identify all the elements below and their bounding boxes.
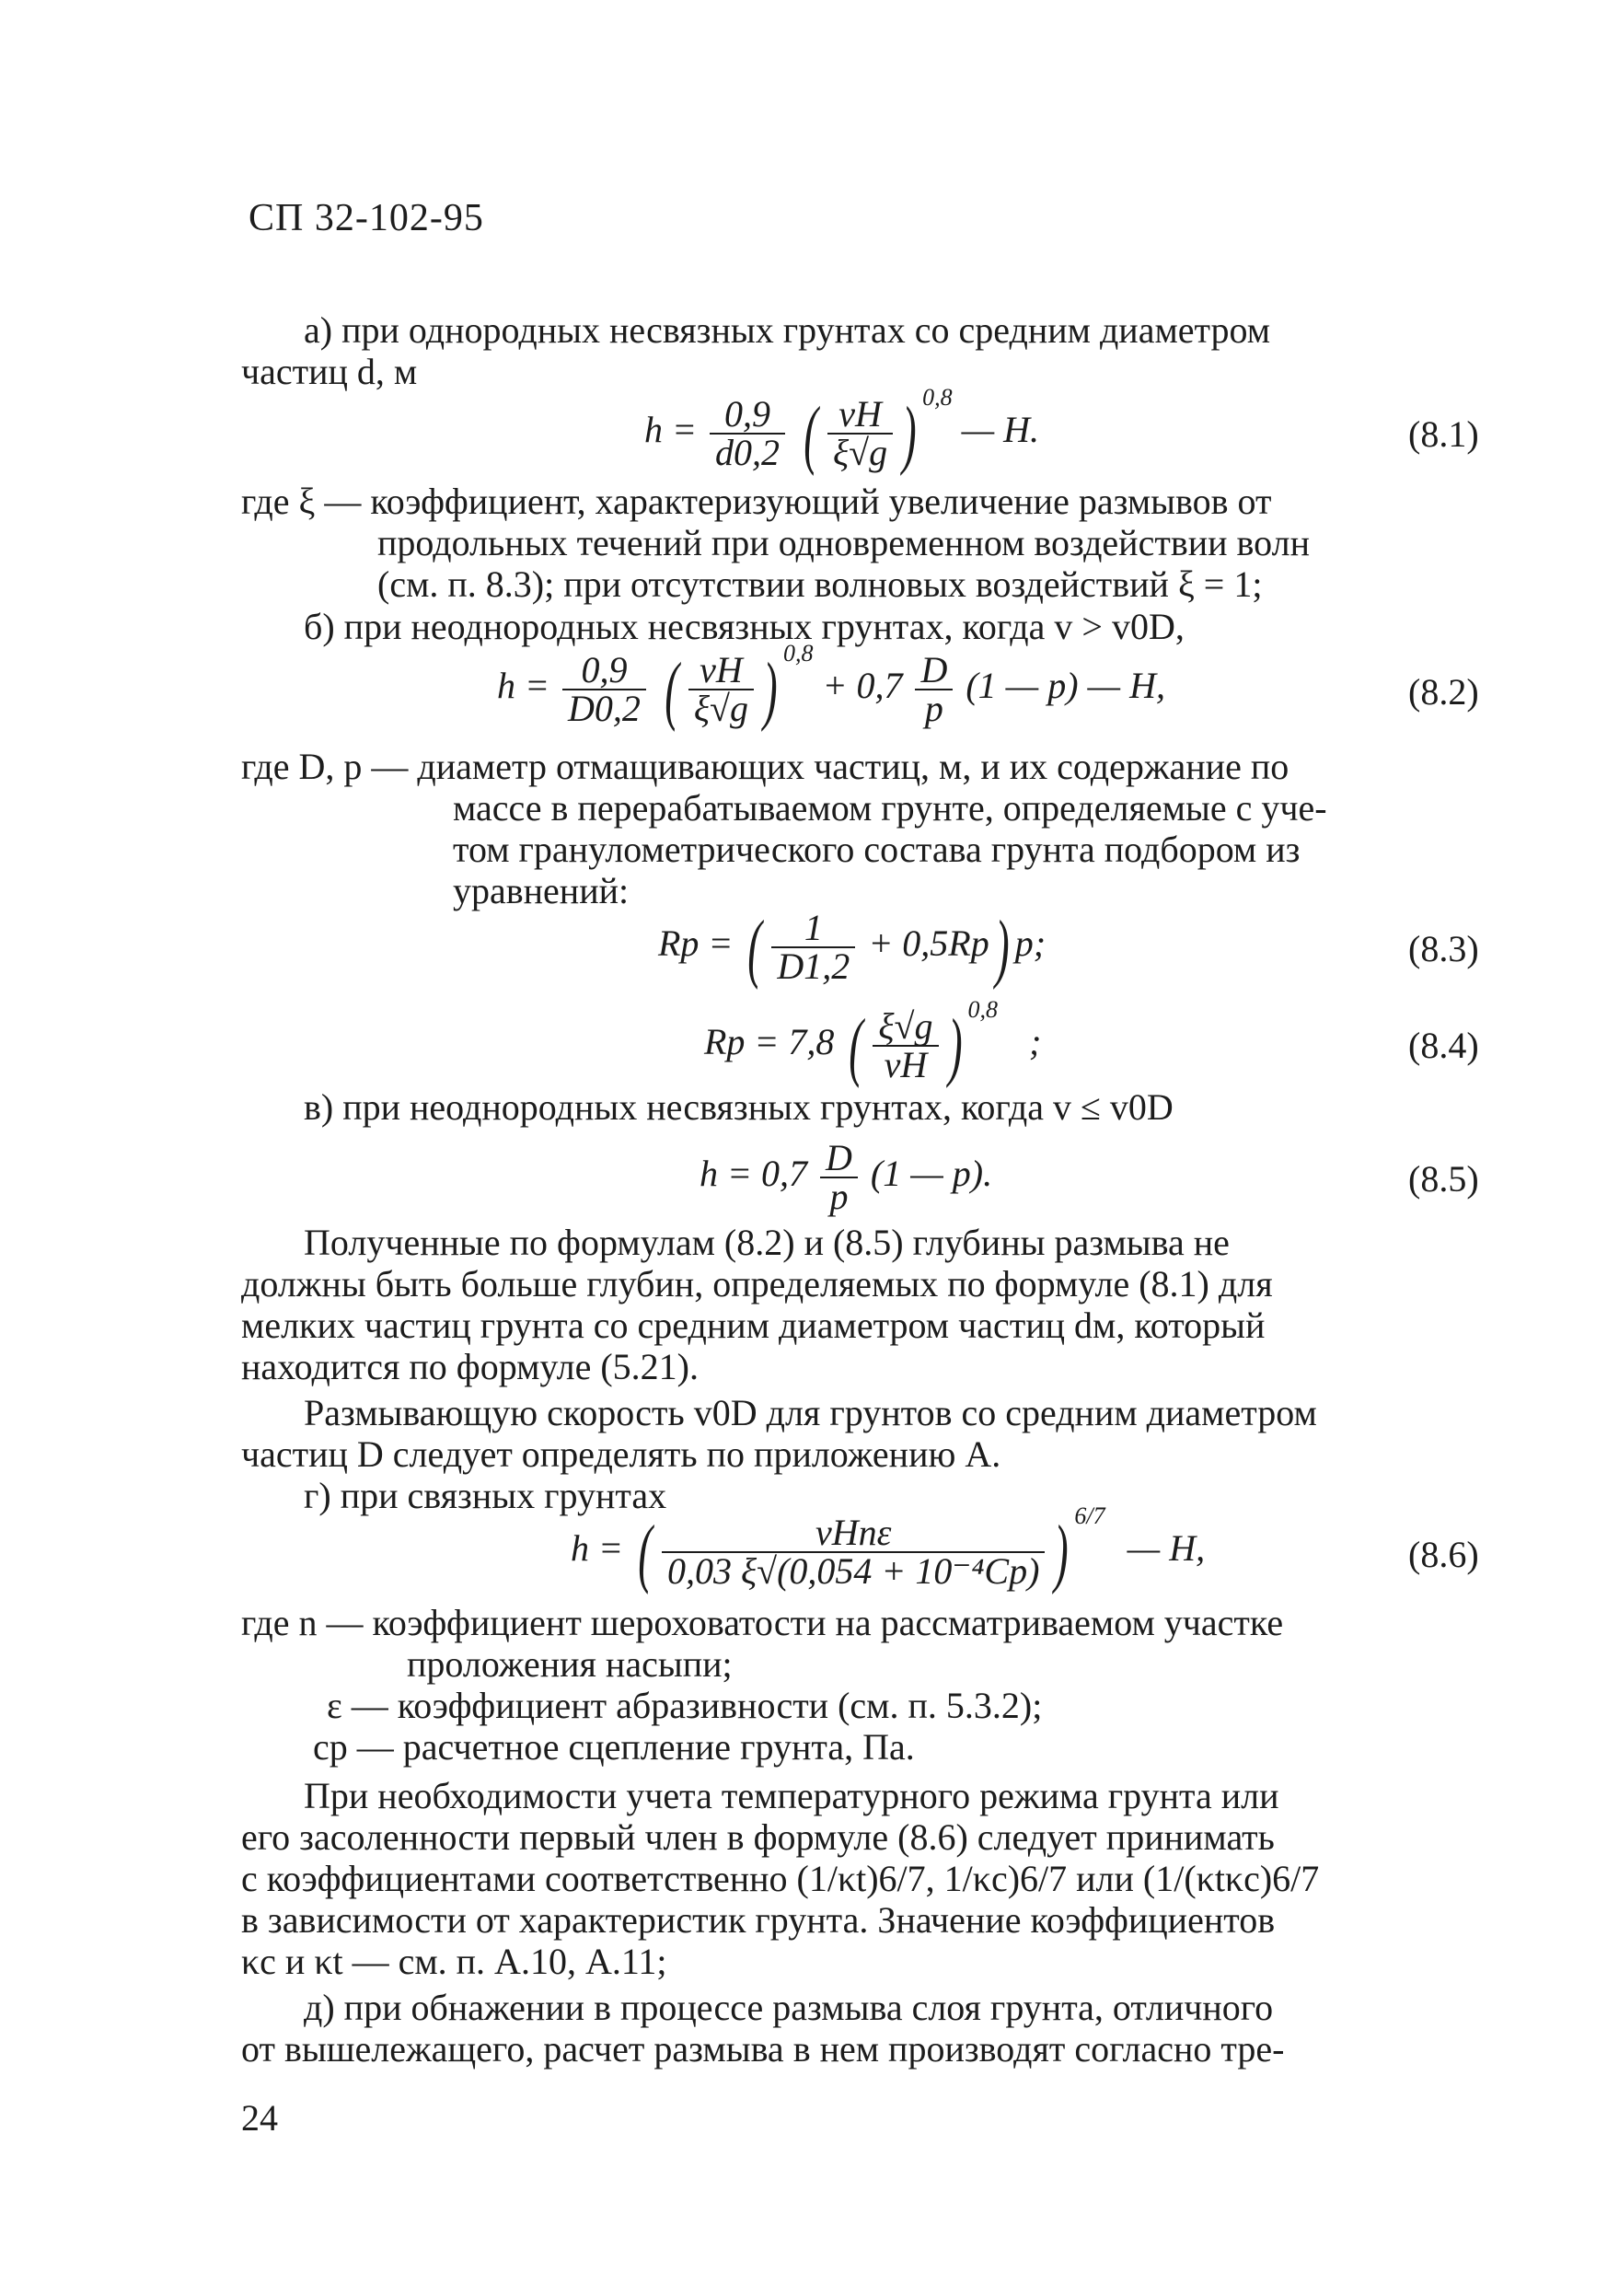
where2-line4: уравнений: [453,870,630,911]
eq84-fraction [873,1005,938,1085]
para-obtained-line2: должны быть больше глубин, определяемых по формуле (8.1) для [241,1263,1273,1305]
equation-8-1 [644,383,1040,477]
para-a-line2: частиц d, м [241,351,418,392]
paren-left: ( [638,1509,653,1595]
eq83-close: p; [1014,922,1047,965]
para-temp-line4: в зависимости от характеристик грунта. Значение коэффициентов [241,1899,1276,1941]
eq85-tail: (1 — p). [870,1153,993,1195]
equation-8-4 [704,995,1042,1089]
para-v-line: в) при неоднородных несвязных грунтах, когда v ≤ v0D [304,1086,1174,1128]
eq85-num: D [820,1140,858,1178]
eq82-power: 0,8 [782,639,814,667]
para-d-line2: от вышележащего, расчет размыва в нем производят согласно тре- [241,2028,1285,2070]
eq85-fraction [820,1137,858,1217]
para-temp-line2: его засоленности первый член в формуле (8.6) следует принимать [241,1816,1275,1858]
para-obtained-line1: Полученные по формулам (8.2) и (8.5) глубины размыва не [304,1222,1230,1263]
para-obtained-line3: мелких частиц грунта со средним диаметром частиц dм, который [241,1305,1266,1346]
eq81-inner-num: vH [827,396,893,435]
eq82-fden: p [924,688,943,729]
eq82-mid: + 0,7 [822,665,903,707]
paren-left: ( [747,904,763,991]
para-a-line1: а) при однородных несвязных грунтах со средним диаметром [304,309,1271,351]
paren-right: ) [1054,1509,1070,1595]
eq82-lhs: h = [497,665,549,707]
eq82-fraction [562,649,646,729]
where1-line2: продольных течений при одновременном воздействии волн [377,522,1310,563]
eq82-inner-fraction [688,649,754,729]
where1-line1: где ξ — коэффициент, характеризующий увеличение размывов от [241,481,1272,522]
eq82-den: D0,2 [568,688,641,729]
eq86-lhs: h = [571,1527,623,1570]
eq82-tail: (1 — p) — H, [966,665,1166,707]
paren-right: ) [947,1003,963,1089]
eq81-inner-fraction [827,393,893,473]
eq83-fraction [771,907,855,987]
eq84-number: (8.4) [1408,1025,1479,1066]
eq86-number: (8.6) [1408,1534,1479,1575]
where3-line2: проложения насыпи; [407,1643,733,1685]
equation-8-2 [497,639,1166,733]
where3-line3: ε — коэффициент абразивности (см. п. 5.3.2); [327,1685,1043,1726]
eq84-tail: ; [1029,1021,1042,1063]
eq83-tail: + 0,5Rp [868,922,989,965]
eq83-num: 1 [771,910,855,948]
eq81-number: (8.1) [1408,413,1479,455]
para-obtained-line4: находится по формуле (5.21). [241,1346,699,1387]
eq83-lhs: Rp = [658,922,734,965]
eq81-tail: — H. [961,409,1040,451]
where2-line3: том гранулометрического состава грунта подбором из [453,829,1301,870]
where1-line3: (см. п. 8.3); при отсутствии волновых воздействий ξ = 1; [377,563,1263,605]
eq85-lhs: h = 0,7 [700,1153,807,1195]
where3-line4: cp — расчетное сцепление грунта, Па. [313,1726,915,1768]
eq86-num: vHnε [662,1514,1045,1553]
paren-right: ) [763,646,778,733]
eq84-power: 0,8 [967,995,998,1023]
eq81-power: 0,8 [922,383,953,411]
document-code: СП 32-102-95 [249,197,484,239]
eq81-num: 0,9 [710,396,785,435]
eq81-fraction [710,393,785,473]
paren-left: ( [849,1003,864,1089]
para-speed-line1: Размывающую скорость v0D для грунтов со средним диаметром [304,1392,1317,1433]
eq83-den: D1,2 [777,945,850,987]
eq86-power: 6/7 [1074,1502,1105,1529]
para-g-line: г) при связных грунтах [304,1475,667,1516]
eq86-den: 0,03 ξ√(0,054 + 10⁻⁴Cp) [666,1550,1040,1592]
paren-right: ) [902,390,917,477]
para-temp-line1: При необходимости учета температурного режима грунта или [304,1775,1279,1816]
equation-8-5 [700,1137,993,1217]
equation-8-3 [658,904,1047,991]
page-number: 24 [241,2097,278,2139]
eq82-fnum: D [915,652,953,690]
eq84-num: ξ√g [873,1008,938,1047]
para-temp-line5: κc и κt — см. п. А.10, А.11; [241,1941,667,1982]
eq82-inner-num: vH [688,652,754,690]
para-temp-line3: с коэффициентами соответственно (1/κt)6/7, 1/κc)6/7 или (1/(κtκc)6/7 [241,1858,1320,1899]
eq81-den: d0,2 [715,432,780,473]
eq81-lhs: h = [644,409,697,451]
para-b-line: б) при неоднородных несвязных грунтах, когда v > v0D, [304,606,1185,647]
para-d-line1: д) при обнажении в процессе размыва слоя грунта, отличного [304,1987,1274,2028]
where2-line2: массе в перерабатываемом грунте, определяемые с уче- [453,787,1327,829]
eq85-number: (8.5) [1408,1158,1479,1200]
eq81-inner-den: ξ√g [832,432,888,473]
where2-line1: где D, p — диаметр отмащивающих частиц, м, и их содержание по [241,746,1289,787]
eq84-lhs: Rp = 7,8 [704,1021,835,1063]
eq85-den: p [829,1176,849,1217]
paren-left: ( [665,646,679,733]
eq86-tail: — H, [1127,1527,1206,1570]
eq84-den: vH [884,1044,928,1085]
paren-right: ) [995,904,1010,991]
eq86-fraction [662,1514,1045,1590]
where3-line1: где n — коэффициент шероховатости на рассматриваемом участке [241,1602,1284,1643]
eq82-number: (8.2) [1408,671,1479,713]
eq82-inner-den: ξ√g [693,688,748,729]
equation-8-6 [571,1502,1206,1595]
para-speed-line2: частиц D следует определять по приложению А. [241,1433,1001,1475]
eq82-num: 0,9 [562,652,646,690]
eq83-number: (8.3) [1408,928,1479,969]
paren-left: ( [804,390,818,477]
eq82-d-over-p [915,649,953,729]
